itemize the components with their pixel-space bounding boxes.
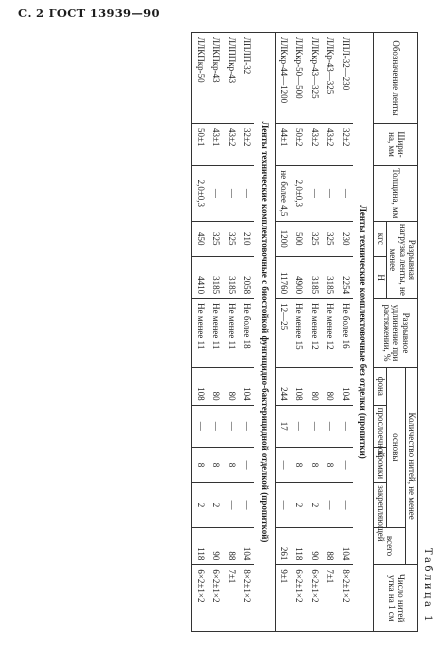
table-cell: — [337, 166, 352, 221]
table-cell: 3185 [223, 257, 238, 299]
table-cell: 88 [322, 527, 337, 565]
table-row [337, 33, 352, 632]
table-cell: 50±2 [291, 123, 306, 165]
table-cell: Не менее 11 [192, 299, 208, 368]
table-cell: 108 [192, 367, 208, 405]
table-cell: 118 [192, 527, 208, 565]
table-cell: 50±1 [192, 123, 208, 165]
table-cell: — [337, 483, 352, 527]
table-cell: 12—25 [275, 299, 291, 368]
table-cell: 325 [208, 221, 223, 256]
table-cell: — [192, 405, 208, 447]
section-title-row [254, 33, 275, 632]
table-cell: 325 [322, 221, 337, 256]
table-cell: 6×2±1×2 [192, 565, 208, 632]
table-cell: 2,0±0,3 [192, 166, 208, 221]
table-cell: ЛЛКкр-50—500 [291, 33, 306, 124]
table-cell: 104 [239, 527, 254, 565]
table-cell: ЛПЛП-32 [239, 33, 254, 124]
header-n: Н [374, 257, 386, 299]
table-cell: — [337, 405, 352, 447]
table-cell: 6×2±1×2 [208, 565, 223, 632]
table-cell: — [322, 483, 337, 527]
table-cell: — [307, 405, 322, 447]
table-cell: 43±2 [322, 123, 337, 165]
header-breaking-load: Разрывная нагрузка ленты, не менее [386, 221, 417, 299]
table-cell: 7±1 [322, 565, 337, 632]
table-cell: — [275, 483, 291, 527]
table-cell: Не менее 11 [208, 299, 223, 368]
header-designation: Обозначение ленты [374, 33, 418, 124]
header-kgs: кгс [374, 221, 386, 256]
header-fixing: закрепляющей [374, 483, 386, 527]
table-row [223, 33, 238, 632]
table-cell: 3185 [208, 257, 223, 299]
table-row [208, 33, 223, 632]
table-cell: 8 [291, 447, 306, 482]
rotated-table-container [0, 32, 433, 632]
table-cell: 44±1 [275, 123, 291, 165]
table-row [239, 33, 254, 632]
table-cell: 8 [307, 447, 322, 482]
table-cell: 108 [291, 367, 306, 405]
table-cell: 104 [337, 367, 352, 405]
header-total: всего [374, 527, 405, 565]
section-title: Ленты технические комплектовочные с биостойкой фунгицидно-бактерицидной отделкой (пропиткой) [254, 33, 275, 632]
table-cell: 2 [192, 483, 208, 527]
section-title-row [353, 33, 374, 632]
table-cell: 8×2±1×2 [337, 565, 352, 632]
table-cell: 230 [337, 221, 352, 256]
table-cell: 80 [208, 367, 223, 405]
table-cell: 88 [223, 527, 238, 565]
header-ground: фона [374, 367, 386, 405]
table-cell: 104 [239, 367, 254, 405]
table-cell: 6×2±1×2 [307, 565, 322, 632]
table-cell: ЛЛППкр-43 [223, 33, 238, 124]
table-cell: — [208, 166, 223, 221]
table-cell: — [337, 447, 352, 482]
header-edge: кромки [374, 447, 386, 482]
table-cell: 32±2 [337, 123, 352, 165]
table-cell: — [223, 405, 238, 447]
table-cell: 2 [307, 483, 322, 527]
table-cell: 118 [291, 527, 306, 565]
table-cell: — [322, 405, 337, 447]
section-title: Ленты технические комплектовочные без отделки (пропитки) [353, 33, 374, 632]
table-cell: Не более 16 [337, 299, 352, 368]
table-cell: 500 [291, 221, 306, 256]
table-cell: 244 [275, 367, 291, 405]
header-warp: основы [386, 367, 405, 527]
table-cell: 7±1 [223, 565, 238, 632]
table-cell: 2 [208, 483, 223, 527]
table-cell: — [239, 166, 254, 221]
table-cell: — [307, 166, 322, 221]
table-cell: 9±1 [275, 565, 291, 632]
table-body [192, 33, 374, 632]
table-cell: ЛЛКкр-44—1200 [275, 33, 291, 124]
table-cell: ЛЛКкр-43—325 [307, 33, 322, 124]
table-cell: — [223, 166, 238, 221]
table-cell: 11760 [275, 257, 291, 299]
table-cell: 43±2 [307, 123, 322, 165]
header-threads-count: Количество нитей, не менее [405, 367, 417, 564]
header-elongation: Разрывное удлинение при растяжении, % [374, 299, 418, 368]
table-cell: 3185 [322, 257, 337, 299]
table-cell: Не менее 12 [307, 299, 322, 368]
table-row [192, 33, 208, 632]
table-cell: 43±2 [223, 123, 238, 165]
table-cell: Не менее 12 [322, 299, 337, 368]
table-cell: 2,0±0,3 [291, 166, 306, 221]
table-cell: 2 [291, 483, 306, 527]
table-cell: не более 4,5 [275, 166, 291, 221]
table-cell: 6×2±1×2 [291, 565, 306, 632]
table-cell: 104 [337, 527, 352, 565]
table-cell: 4410 [192, 257, 208, 299]
table-cell: — [275, 447, 291, 482]
table-cell: 90 [307, 527, 322, 565]
table-cell: — [223, 483, 238, 527]
table-cell: 325 [307, 221, 322, 256]
table-cell: 8 [208, 447, 223, 482]
specifications-table [191, 32, 418, 632]
table-cell: 450 [192, 221, 208, 256]
table-cell: 2058 [239, 257, 254, 299]
table-cell: 90 [208, 527, 223, 565]
table-cell: Не менее 11 [223, 299, 238, 368]
table-cell: 2254 [337, 257, 352, 299]
header-weft-per-cm: Число нитей утка на 1 см [374, 565, 418, 632]
header-width: Шири-на, мм [374, 123, 418, 165]
table-cell: ЛЛКПкр-43 [208, 33, 223, 124]
table-row [291, 33, 306, 632]
table-cell: 8 [192, 447, 208, 482]
table-cell: Не менее 15 [291, 299, 306, 368]
table-cell: 3185 [307, 257, 322, 299]
table-cell: — [208, 405, 223, 447]
table-cell: 325 [223, 221, 238, 256]
table-cell: ЛЛКПкр-50 [192, 33, 208, 124]
table-cell: 8 [223, 447, 238, 482]
table-cell: 4900 [291, 257, 306, 299]
table-cell: — [239, 405, 254, 447]
table-cell: 80 [223, 367, 238, 405]
table-cell: 8×2±1×2 [239, 565, 254, 632]
table-cell: 261 [275, 527, 291, 565]
table-cell: 1200 [275, 221, 291, 256]
table-cell: ЛПЛ-32—230 [337, 33, 352, 124]
table-cell: 80 [307, 367, 322, 405]
table-cell: ЛЛКр-43—325 [322, 33, 337, 124]
table-cell: 32±2 [239, 123, 254, 165]
page-header: С. 2 ГОСТ 13939—90 [18, 6, 160, 20]
table-cell: — [322, 166, 337, 221]
table-label: Таблица 1 [422, 547, 433, 624]
table-cell: 8 [322, 447, 337, 482]
table-cell: — [291, 405, 306, 447]
table-cell: 43±1 [208, 123, 223, 165]
header-interlayer: прослоечной [374, 405, 386, 447]
table-cell: — [239, 447, 254, 482]
table-cell: 17 [275, 405, 291, 447]
table-cell: 80 [322, 367, 337, 405]
table-row [275, 33, 291, 632]
table-cell: 210 [239, 221, 254, 256]
table-cell: — [239, 483, 254, 527]
table-row [307, 33, 322, 632]
table-row [322, 33, 337, 632]
header-thickness: Толщина, мм [374, 166, 418, 221]
table-cell: Не более 18 [239, 299, 254, 368]
